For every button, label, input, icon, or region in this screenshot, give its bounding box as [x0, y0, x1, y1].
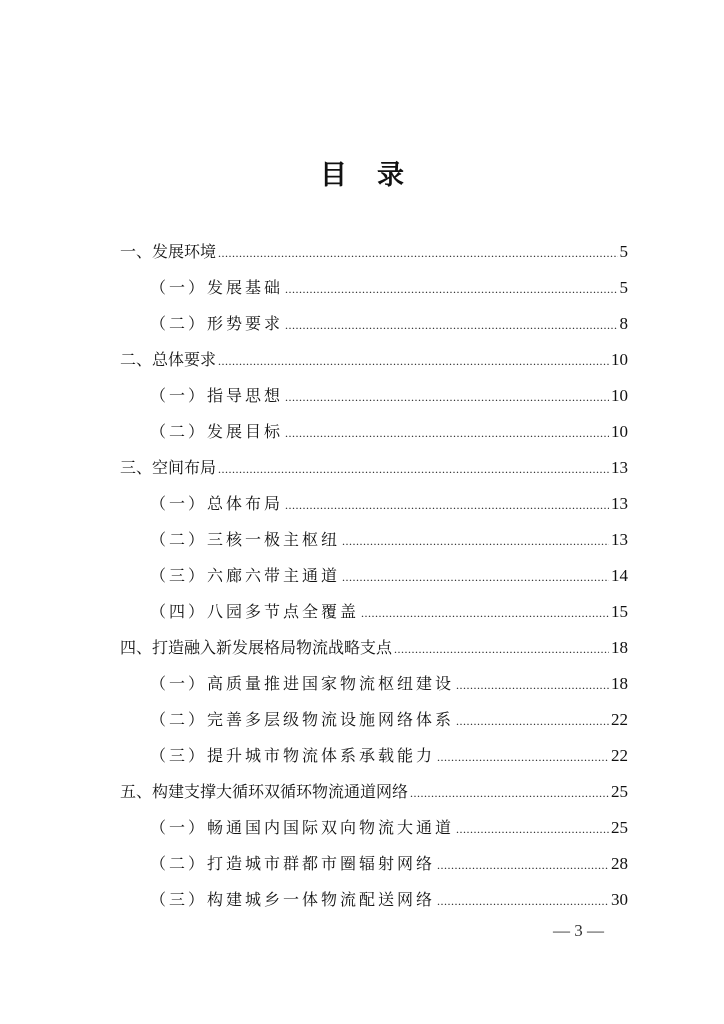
toc-section-entry[interactable] — [120, 457, 628, 480]
toc-entry-label: 一、发展环境 — [120, 242, 217, 261]
dot-leader — [437, 854, 609, 876]
toc-page-number: 10 — [611, 386, 628, 405]
toc-subsection-entry[interactable] — [150, 313, 628, 336]
toc-entry-label: （一）发展基础 — [150, 278, 284, 297]
toc-subsection-entry[interactable] — [150, 745, 628, 768]
toc-page-number: 10 — [611, 350, 628, 369]
toc-page-number: 10 — [611, 422, 628, 441]
toc-subsection-entry[interactable] — [150, 385, 628, 408]
toc-subsection-entry[interactable] — [150, 889, 628, 912]
toc-entry-label: （二）打造城市群都市圈辐射网络 — [150, 854, 436, 873]
page-number-footer: — 3 — — [553, 921, 604, 940]
toc-page-number: 25 — [611, 782, 628, 801]
title-char: 目 — [320, 160, 377, 191]
dot-leader — [285, 494, 609, 516]
toc-entry-label: （二）三核一极主枢纽 — [150, 530, 341, 549]
toc-page-number: 13 — [611, 494, 628, 513]
toc-section-entry[interactable] — [120, 637, 628, 660]
toc-page-number: 22 — [611, 746, 628, 765]
toc-entry-label: 三、空间布局 — [120, 458, 217, 477]
toc-subsection-entry[interactable] — [150, 817, 628, 840]
toc-entry-label: （二）形势要求 — [150, 314, 284, 333]
dot-leader — [218, 458, 609, 480]
dot-leader — [456, 818, 609, 840]
toc-subsection-entry[interactable] — [150, 601, 628, 624]
toc-subsection-entry[interactable] — [150, 853, 628, 876]
toc-entry-label: （四）八园多节点全覆盖 — [150, 602, 360, 621]
toc-entry-label: （三）六廊六带主通道 — [150, 566, 341, 585]
toc-subsection-entry[interactable] — [150, 421, 628, 444]
toc-subsection-entry[interactable] — [150, 673, 628, 696]
toc-page-number: 8 — [619, 314, 628, 333]
toc-entry-label: （一）畅通国内国际双向物流大通道 — [150, 818, 455, 837]
dot-leader — [361, 602, 609, 624]
toc-page-number: 28 — [611, 854, 628, 873]
toc-section-entry[interactable] — [120, 781, 628, 804]
toc-entry-label: （二）完善多层级物流设施网络体系 — [150, 710, 455, 729]
toc-page-number: 5 — [619, 278, 628, 297]
toc-subsection-entry[interactable] — [150, 565, 628, 588]
toc-entry-label: 二、总体要求 — [120, 350, 217, 369]
toc-section-entry[interactable] — [120, 241, 628, 264]
toc-entry-label: 四、打造融入新发展格局物流战略支点 — [120, 638, 393, 657]
toc-subsection-entry[interactable] — [150, 709, 628, 732]
dot-leader — [342, 566, 609, 588]
dot-leader — [285, 314, 617, 336]
dot-leader — [342, 530, 609, 552]
dot-leader — [456, 710, 609, 732]
toc-entry-label: （三）构建城乡一体物流配送网络 — [150, 890, 436, 909]
dot-leader — [394, 638, 609, 660]
dot-leader — [456, 674, 609, 696]
dot-leader — [437, 746, 609, 768]
toc-page-number: 14 — [611, 566, 628, 585]
dot-leader — [285, 278, 617, 300]
dot-leader — [410, 782, 609, 804]
toc-entry-label: 五、构建支撑大循环双循环物流通道网络 — [120, 782, 409, 801]
dot-leader — [218, 350, 609, 372]
toc-subsection-entry[interactable] — [150, 493, 628, 516]
toc-subsection-entry[interactable] — [150, 277, 628, 300]
toc-entry-label: （一）总体布局 — [150, 494, 284, 513]
toc-page-number: 13 — [611, 458, 628, 477]
toc-page-number: 13 — [611, 530, 628, 549]
dot-leader — [285, 422, 609, 444]
toc-entry-label: （一）指导思想 — [150, 386, 284, 405]
title-char: 录 — [377, 160, 404, 191]
page-title — [0, 158, 724, 194]
toc-page-number: 5 — [619, 242, 628, 261]
toc-page-number: 15 — [611, 602, 628, 621]
toc-page-number: 18 — [611, 674, 628, 693]
toc-page-number: 25 — [611, 818, 628, 837]
toc-subsection-entry[interactable] — [150, 529, 628, 552]
dot-leader — [218, 242, 617, 264]
toc-page-number: 30 — [611, 890, 628, 909]
toc-entry-label: （三）提升城市物流体系承载能力 — [150, 746, 436, 765]
toc-entry-label: （二）发展目标 — [150, 422, 284, 441]
toc-page-number: 22 — [611, 710, 628, 729]
toc-entry-label: （一）高质量推进国家物流枢纽建设 — [150, 674, 455, 693]
dot-leader — [437, 890, 609, 912]
toc-page-number: 18 — [611, 638, 628, 657]
toc-section-entry[interactable] — [120, 349, 628, 372]
dot-leader — [285, 386, 609, 408]
